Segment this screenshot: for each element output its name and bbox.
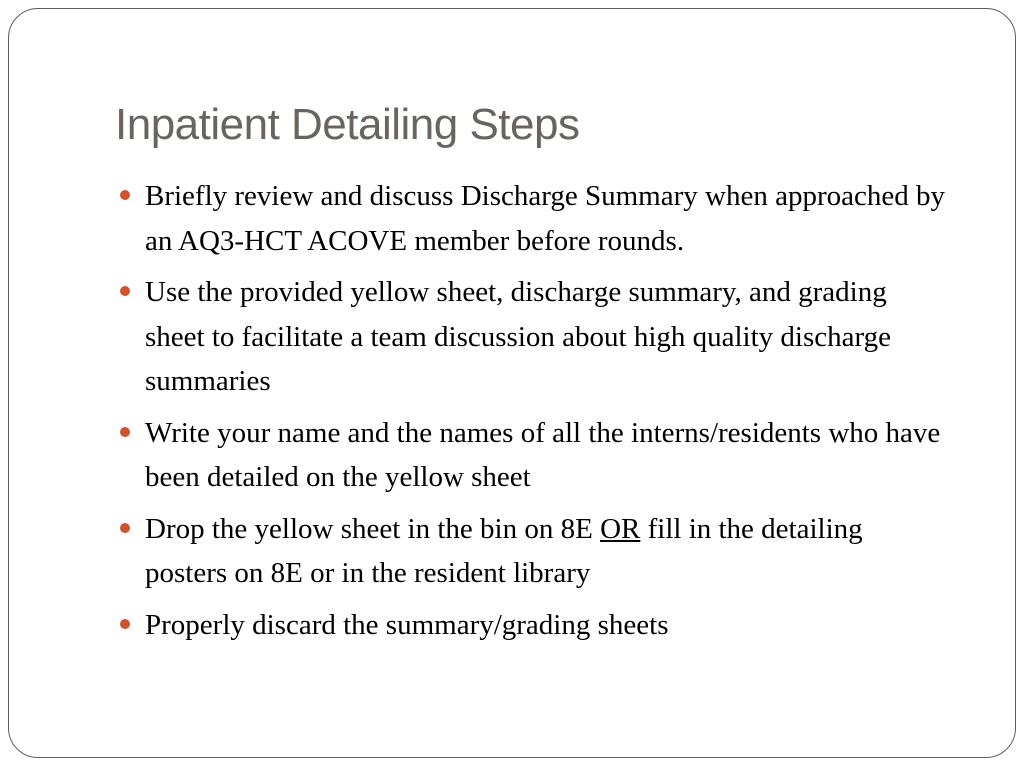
bullet-emphasis-or: OR <box>600 512 641 545</box>
bullet-text: Write your name and the names of all the interns/residents who have been detailed on the yellow sheet <box>145 416 941 493</box>
bullet-text: Briefly review and discuss Discharge Summary when approached by an AQ3-HCT ACOVE member before rounds. <box>145 180 945 257</box>
bullet-dot-icon <box>120 523 130 533</box>
bullet-item-3 <box>115 411 945 500</box>
bullet-item-1 <box>115 174 945 263</box>
bullet-item-2 <box>115 270 945 404</box>
bullet-dot-icon <box>120 427 130 437</box>
bullet-dot-icon <box>120 190 130 200</box>
bullet-list <box>115 174 945 654</box>
slide-frame <box>8 8 1016 758</box>
bullet-dot-icon <box>120 619 130 629</box>
bullet-dot-icon <box>120 286 130 296</box>
bullet-text-after: fill in the detailing posters on 8E or in the resident library <box>145 512 870 589</box>
bullet-item-4 <box>115 507 945 596</box>
bullet-text: Properly discard the summary/grading sheets <box>145 608 669 641</box>
bullet-text: Use the provided yellow sheet, discharge summary, and grading sheet to facilitate a team discussion about high quality discharge summaries <box>145 276 892 397</box>
bullet-text-before: Drop the yellow sheet in the bin on 8E <box>145 512 601 545</box>
bullet-item-5 <box>115 603 945 648</box>
slide-title: Inpatient Detailing Steps <box>115 100 580 149</box>
